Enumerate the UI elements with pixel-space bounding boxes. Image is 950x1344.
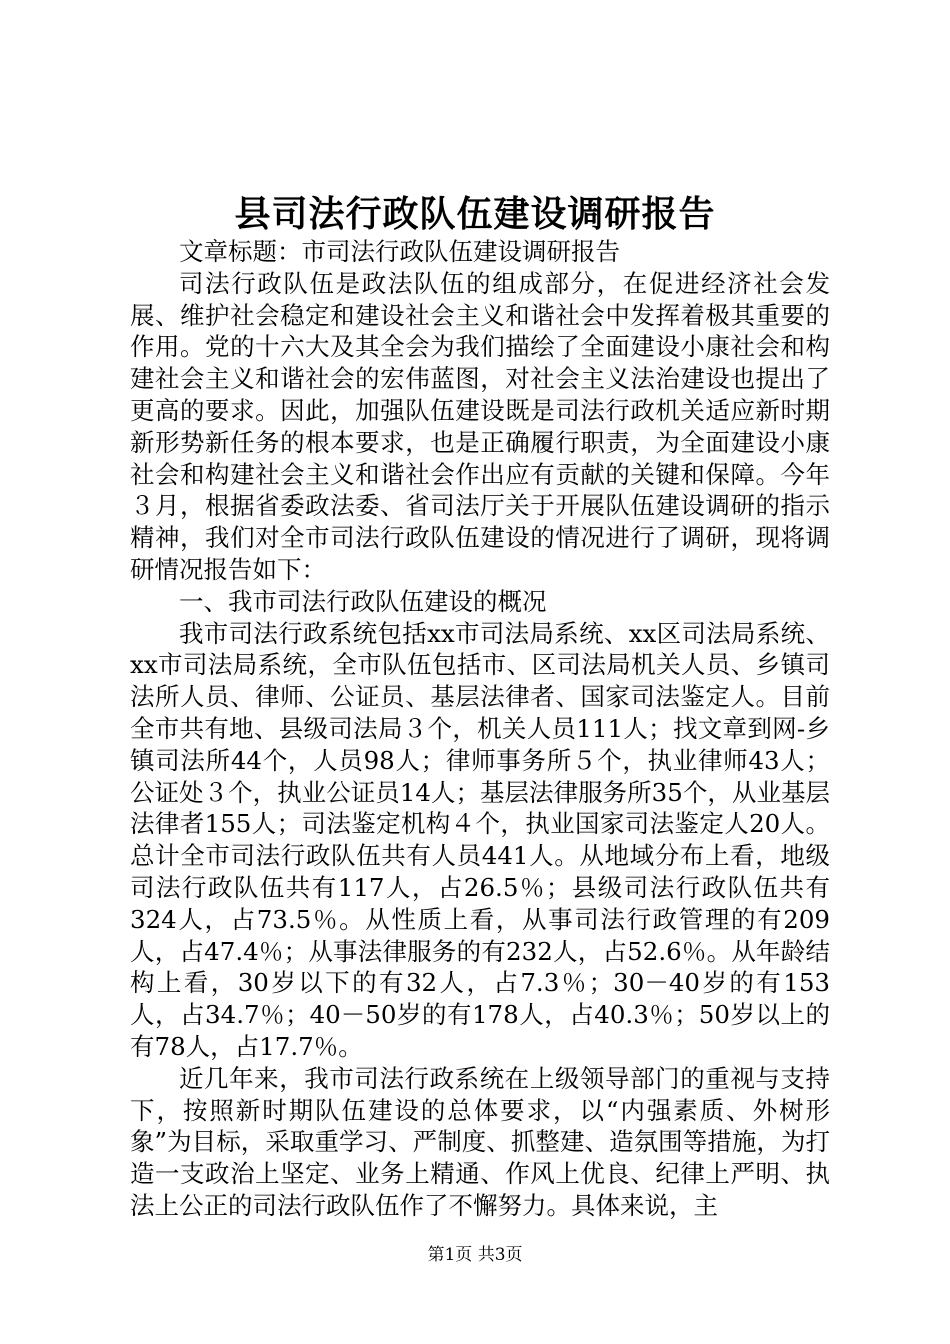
- progress-paragraph: 近几年来，我市司法行政系统在上级领导部门的重视与支持下，按照新时期队伍建设的总体要求，以“内强素质、外树形象”为目标，采取重学习、严制度、抓整建、造氛围等措施，为打造一支政治上坚定、业务上精通、作风上优良、纪律上严明、执法上公正的司法行政队伍作了不懈努力。具体来说，主: [130, 1063, 830, 1220]
- document-body: [130, 236, 830, 1222]
- section-heading: 一、我市司法行政队伍建设的概况: [179, 586, 547, 616]
- intro-paragraph: 司法行政队伍是政法队伍的组成部分，在促进经济社会发展、维护社会稳定和建设社会主义和谐社会中发挥着极其重要的作用。党的十六大及其全会为我们描绘了全面建设小康社会和构建社会主义和谐社会的宏伟蓝图，对社会主义法治建设也提出了更高的要求。因此，加强队伍建设既是司法行政机关适应新时期新形势新任务的根本要求，也是正确履行职责，为全面建设小康社会和构建社会主义和谐社会作出应有贡献的关键和保障。今年３月，根据省委政法委、省司法厅关于开展队伍建设调研的指示精神，我们对全市司法行政队伍建设的情况进行了调研，现将调研情况报告如下：: [130, 268, 830, 584]
- document-title: 县司法行政队伍建设调研报告: [234, 194, 716, 235]
- overview-paragraph: 我市司法行政系统包括xx市司法局系统、xx区司法局系统、xx市司法局系统，全市队伍包括市、区司法局机关人员、乡镇司法所人员、律师、公证员、基层法律者、国家司法鉴定人。目前全市共有地、县级司法局３个，机关人员111人；找文章到网-乡镇司法所44个，人员98人；律师事务所５个，执业律师43人；公证处３个，执业公证员14人；基层法律服务所35个，从业基层法律者155人；司法鉴定机构４个，执业国家司法鉴定人20人。总计全市司法行政队伍共有人员441人。从地域分布上看，地级司法行政队伍共有117人，占26.5％；县级司法行政队伍共有324人，占73.5％。从性质上看，从事司法行政管理的有209人，占47.4％；从事法律服务的有232人，占52.6％。从年龄结构上看，30岁以下的有32人，占7.3％；30－40岁的有153人，占34.7％；40－50岁的有178人，占40.3％；50岁以上的有78人，占17.7％。: [130, 618, 830, 1061]
- page-footer: 第1页 共3页: [427, 1245, 523, 1265]
- article-title-line: 文章标题：市司法行政队伍建设调研报告: [179, 237, 620, 266]
